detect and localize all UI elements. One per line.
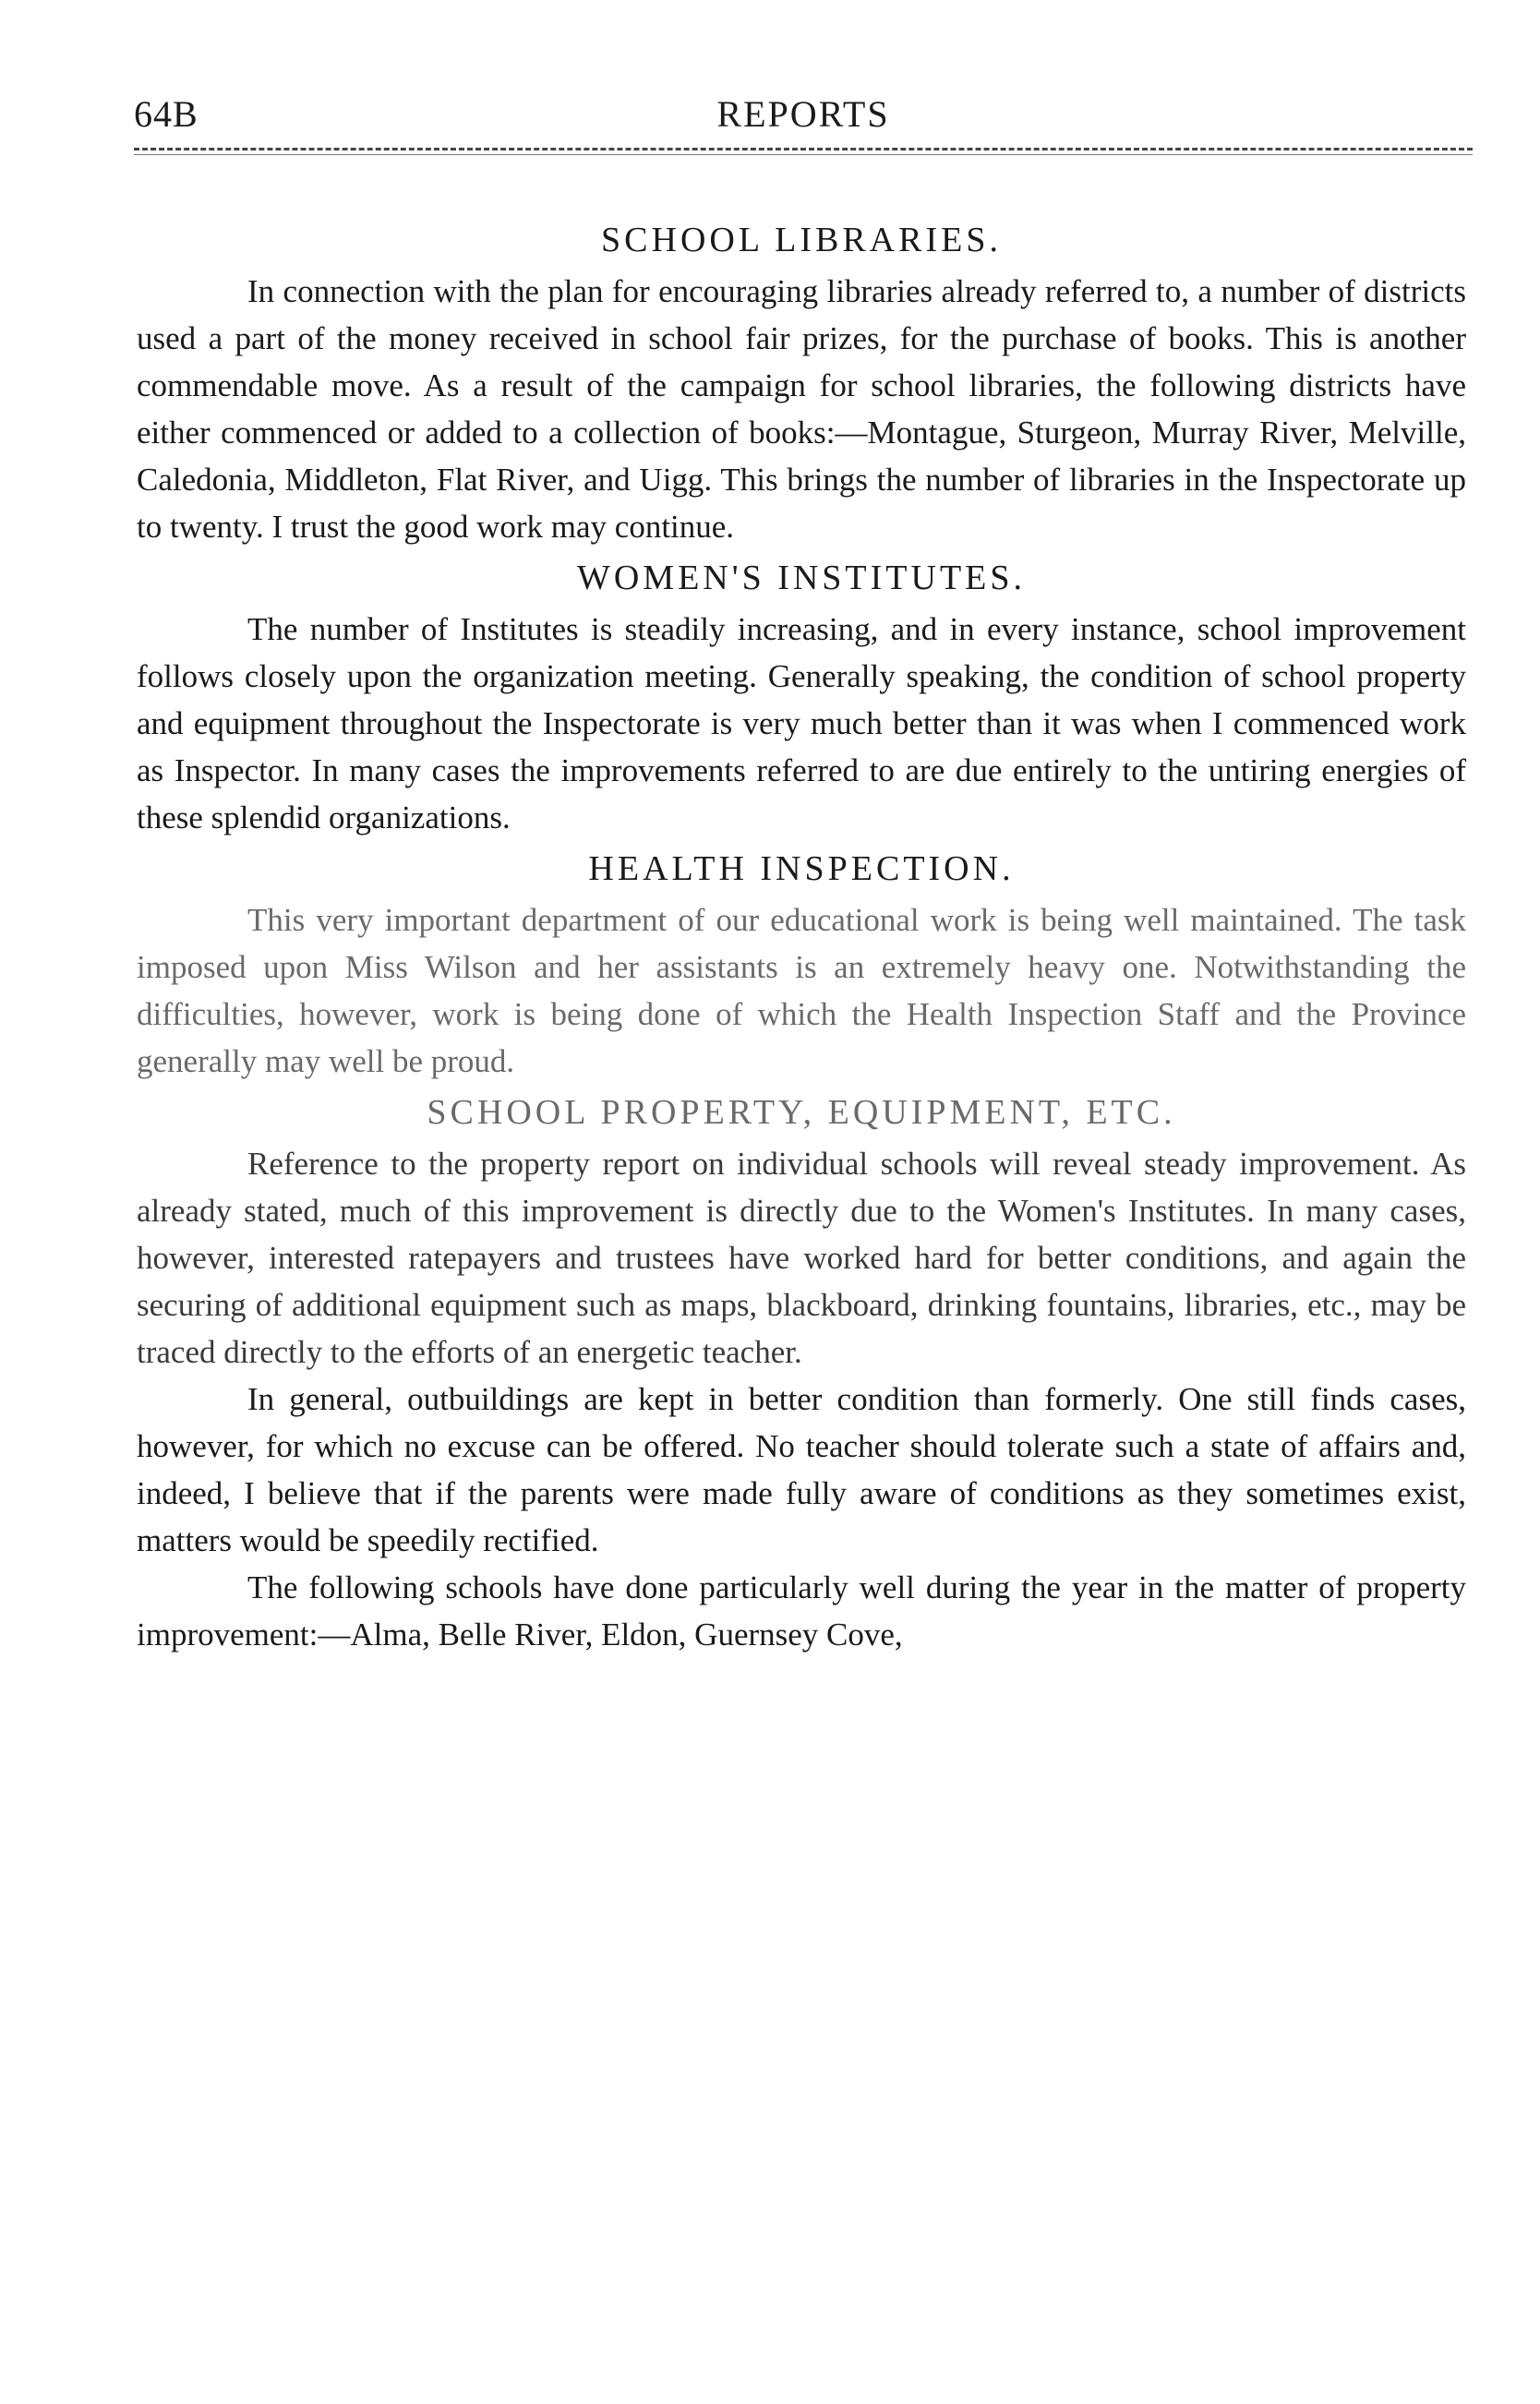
paragraph-property-report: Reference to the property report on individual schools will reveal steady improvement. As already stated, much of this improvement is directly due to the Women's Institutes. In many cases, however, interested ratepayers and trustees have worked hard for better conditions, and again the securing of additional equipment such as maps, blackboard, drinking fountains, libraries, etc., may be traced directly to the efforts of an energetic teacher. xyxy=(137,1146,1466,1370)
page-body xyxy=(137,212,1466,1658)
running-head: REPORTS xyxy=(716,93,890,135)
paragraph-school-libraries: In connection with the plan for encouraging libraries already referred to, a number of districts used a part of the money received in school fair prizes, for the purchase of books. This is another commendable move. As a result of the campaign for school libraries, the following districts have either commenced or added to a collection of books:—Montague, Sturgeon, Murray River, Melville, Caledonia, Middleton, Flat River, and Uigg. This brings the number of libraries in the Inspectorate up to twenty. I trust the good work may continue. xyxy=(137,273,1466,545)
page-header xyxy=(134,92,1473,148)
paragraph-health-inspection: This very important department of our educational work is being well maintained. The task imposed upon Miss Wilson and her assistants is an extremely heavy one. Notwithstanding the difficulties, however, work is being done of which the Health Inspection Staff and the Province generally may well be proud. xyxy=(137,902,1466,1079)
paragraph-outbuildings: In general, outbuildings are kept in better condition than formerly. One still finds cases, however, for which no excuse can be offered. No teacher should tolerate such a state of affairs and, indeed, I believe that if the parents were made fully aware of conditions as they sometimes exist, matters would be speedily rectified. xyxy=(137,1381,1466,1558)
page-number: 64B xyxy=(134,93,199,135)
paragraph-property-improvement-schools: The following schools have done particularly well during the year in the matter of property improvement:—Alma, Belle River, Eldon, Guernsey Cove, xyxy=(137,1569,1466,1653)
heading-womens-institutes: WOMEN'S INSTITUTES. xyxy=(576,559,1027,597)
header-rule-thin xyxy=(134,154,1473,155)
heading-health-inspection: HEALTH INSPECTION. xyxy=(588,849,1015,888)
heading-school-property: SCHOOL PROPERTY, EQUIPMENT, ETC. xyxy=(427,1093,1176,1132)
paragraph-womens-institutes: The number of Institutes is steadily increasing, and in every instance, school improvement follows closely upon the organization meeting. Generally speaking, the condition of school property and equipment throughout the Inspectorate is very much better than it was when I commenced work as Inspector. In many cases the improvements referred to are due entirely to the untiring energies of these splendid organizations. xyxy=(137,611,1466,835)
header-rule xyxy=(134,148,1473,150)
heading-school-libraries: SCHOOL LIBRARIES. xyxy=(601,221,1002,259)
